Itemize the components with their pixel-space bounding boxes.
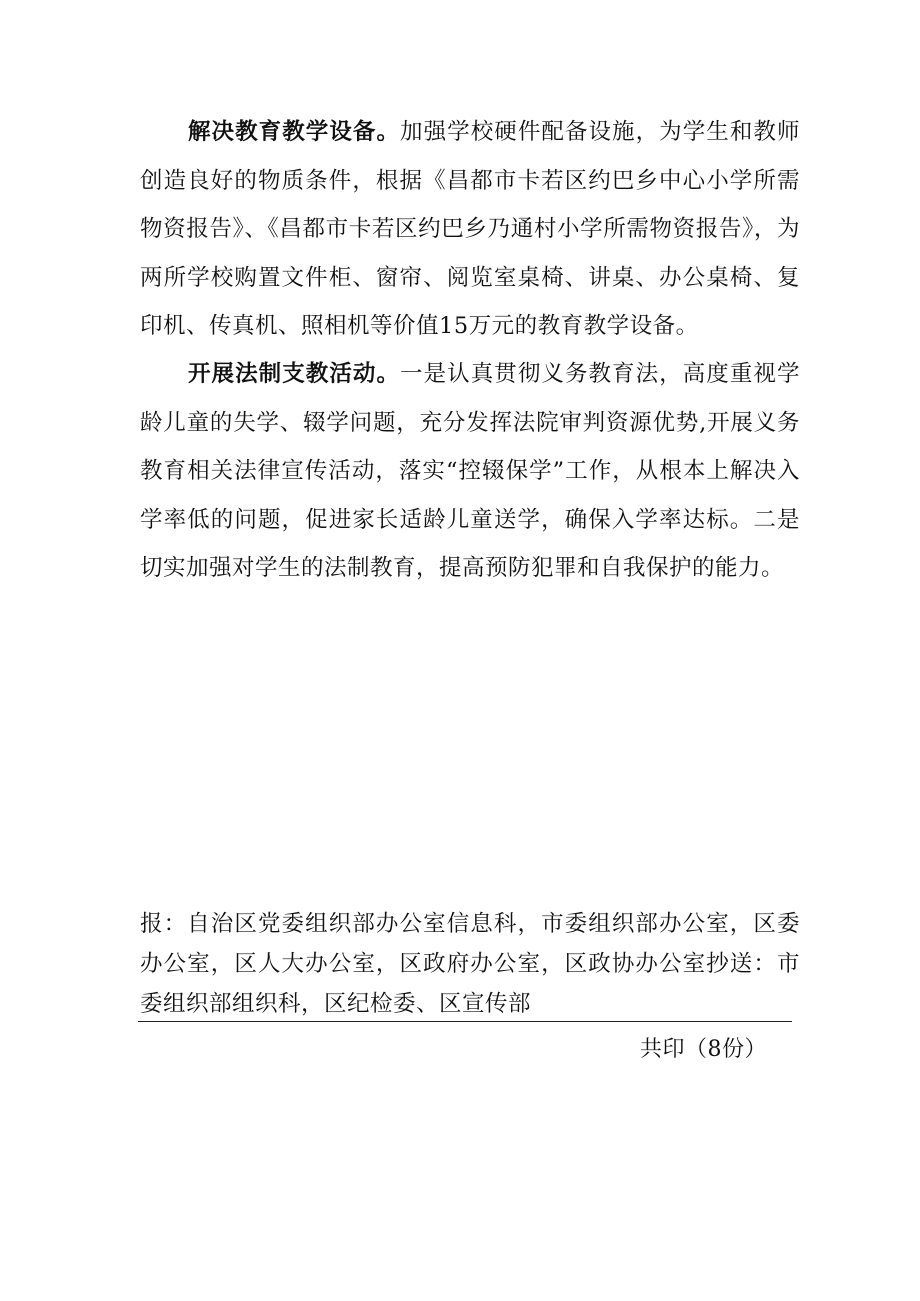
paragraph-legal-education (140, 350, 800, 593)
paragraph-education-equipment (140, 108, 800, 351)
copies-count: 共印（8份） (640, 1037, 767, 1062)
footer-divider (138, 1021, 792, 1022)
paragraph-body: 加强学校硬件配备设施，为学生和教师创造良好的物质条件，根据《昌都市卡若区约巴乡中心小学所需物资报告》、《昌都市卡若区约巴乡乃通村小学所需物资报告》，为两所学校购置文件柜、窗帘、阅览室桌椅、讲桌、办公桌椅、复印机、传真机、照相机等价值15万元的教育教学设备。 (140, 119, 800, 340)
paragraph-body: 一是认真贯彻义务教育法，高度重视学龄儿童的失学、辍学问题，充分发挥法院审判资源优势,开展义务教育相关法律宣传活动，落实“控辍保学”工作，从根本上解决入学率低的问题，促进家长适龄儿童送学，确保入学率达标。二是切实加强对学生的法制教育，提高预防犯罪和自我保护的能力。 (140, 361, 800, 582)
paragraph-heading: 解决教育教学设备。 (188, 119, 401, 145)
distribution-list: 报：自治区党委组织部办公室信息科，市委组织部办公室，区委办公室，区人大办公室，区政府办公室，区政协办公室抄送：市委组织部组织科，区纪检委、区宣传部 (140, 911, 800, 1017)
paragraph-heading: 开展法制支教活动。 (188, 361, 401, 387)
